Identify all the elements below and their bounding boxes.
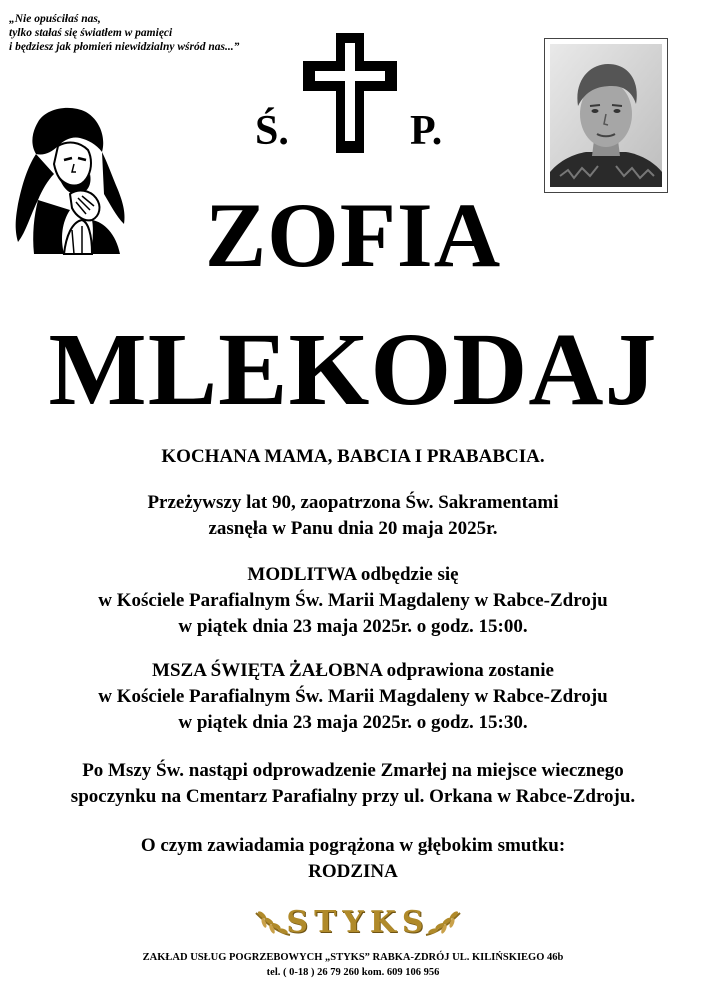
mass-label: MSZA ŚWIĘTA ŻAŁOBNA [152,660,382,681]
burial-line-2: spoczynku na Cmentarz Parafialny przy ul. Orkana w Rabce-Zdroju. [70,786,636,807]
prayer-label: MODLITWA [247,564,357,585]
styks-logo-text: STYKS [286,905,430,940]
mass-line-1-rest: odprawiona zostanie [381,660,554,681]
styks-logo [258,903,458,943]
death-info-line-1: Przeżywszy lat 90, zaopatrzona Św. Sakramentami [147,492,559,513]
prayer-line-1 [0,562,706,588]
prayer-info [0,562,706,640]
notice-line-1: O czym zawiadamia pogrążona w głębokim smutku: [140,835,566,856]
quote-line-1: „Nie opuściłaś nas, [9,13,101,25]
prayer-line-2: w Kościele Parafialnym Św. Marii Magdaleny w Rabce-Zdroju [98,590,608,611]
mass-line-1 [0,658,706,684]
funeral-home-phone: tel. ( 0-18 ) 26 79 260 kom. 609 106 956 [266,967,440,978]
burial-info [0,758,706,810]
death-info-line-2: zasnęła w Panu dnia 20 maja 2025r. [208,518,498,539]
funeral-home-address: ZAKŁAD USŁUG POGRZEBOWYCH „STYKS” RABKA-ZDRÓJ UL. KILIŃSKIEGO 46b [142,952,564,963]
prayer-line-1-rest: odbędzie się [356,564,459,585]
deceased-last-name: MLEKODAJ [48,312,658,427]
portrait-photo [544,38,668,193]
cross-icon [303,33,397,153]
mass-info [0,658,706,736]
sp-letter-s: Ś. [255,108,289,154]
mass-line-3: w piątek dnia 23 maja 2025r. o godz. 15:30. [178,712,528,733]
quote-line-3: i będziesz jak płomień niewidzialny wśród nas...” [9,41,240,53]
mass-line-2: w Kościele Parafialnym Św. Marii Magdaleny w Rabce-Zdroju [98,686,608,707]
sp-letter-p: P. [410,108,443,154]
family-notice [0,833,706,885]
quote-line-2: tylko stałaś się światłem w pamięci [9,27,173,39]
burial-line-1: Po Mszy Św. nastąpi odprowadzenie Zmarłej na miejsce wiecznego [82,760,624,781]
family-text: KOCHANA MAMA, BABCIA I PRABABCIA. [161,446,545,467]
prayer-line-3: w piątek dnia 23 maja 2025r. o godz. 15:00. [178,616,528,637]
family-line [0,444,706,470]
death-info [0,490,706,542]
notice-signature: RODZINA [308,861,398,882]
laurel-branch-icon [424,907,464,939]
memorial-quote [9,12,309,54]
deceased-first-name: ZOFIA [204,184,502,286]
